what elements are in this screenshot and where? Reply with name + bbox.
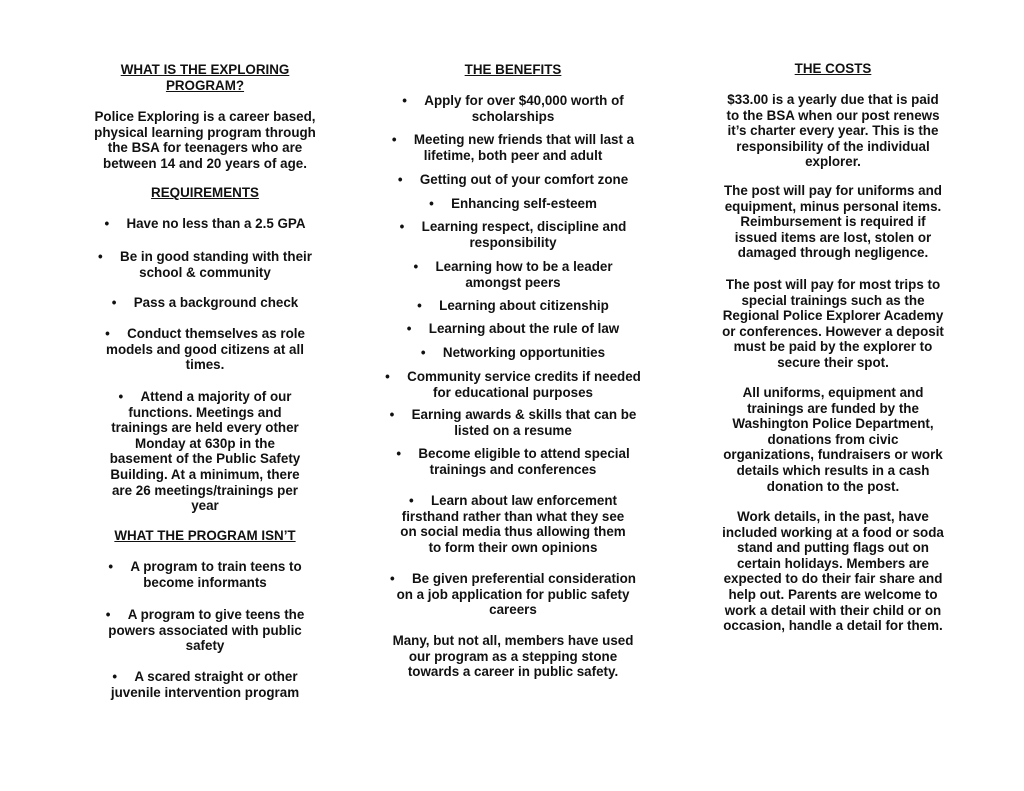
cost-paragraph: Work details, in the past, have included working at a food or soda stand and putting flags out on certain holidays. Members are expected to do their fair share and help out. Parents are welcome to work a detail with their child or on occasion, handle a detail for them. xyxy=(722,509,944,634)
bullet-icon: • xyxy=(396,446,402,461)
bullet-icon: • xyxy=(105,607,111,622)
requirement-item xyxy=(75,249,335,280)
item-text: A program to give teens the powers associated with public safety xyxy=(108,607,305,654)
item-text: A program to train teens to become informants xyxy=(130,559,302,590)
intro-paragraph: Police Exploring is a career based, physical learning program through the BSA for teenagers who are between 14 and 20 years of age. xyxy=(94,109,316,171)
cost-paragraph: All uniforms, equipment and trainings are funded by the Washington Police Department, donations from civic organizations, fundraisers or work details which results in a cash donation to the post. xyxy=(723,385,943,494)
item-text: Have no less than a 2.5 GPA xyxy=(126,216,306,231)
benefit-item xyxy=(372,172,654,188)
bullet-icon: • xyxy=(389,407,395,422)
item-text: Be given preferential consideration on a job application for public safety careers xyxy=(396,571,636,618)
bullet-icon: • xyxy=(420,345,426,360)
bullet-icon: • xyxy=(385,369,390,384)
benefit-item xyxy=(372,407,654,438)
benefit-item xyxy=(372,446,654,477)
bullet-icon: • xyxy=(417,298,422,313)
item-text: Apply for over $40,000 worth of scholarships xyxy=(424,93,624,124)
benefit-item xyxy=(372,321,654,337)
bullet-icon: • xyxy=(399,219,405,234)
bullet-icon: • xyxy=(406,321,412,336)
bullet-icon: • xyxy=(111,295,117,310)
bullet-icon: • xyxy=(390,571,395,586)
cost-paragraph: The post will pay for most trips to special trainings such as the Regional Police Explorer Academy or conferences. However a deposit must be paid by the explorer to secure their spot. xyxy=(722,277,944,370)
item-text: Enhancing self-esteem xyxy=(451,196,597,211)
benefit-item xyxy=(372,132,654,163)
benefit-item xyxy=(372,259,654,290)
benefit-item xyxy=(372,196,654,212)
item-text: Conduct themselves as role models and good citizens at all times. xyxy=(106,326,305,373)
item-text: Attend a majority of our functions. Meetings and trainings are held every other Monday at 630p in the basement of the Public Safety Building. At a minimum, there are 26 meetings/trainings per year xyxy=(109,389,301,514)
item-text: Networking opportunities xyxy=(442,345,606,360)
item-text: Learn about law enforcement firsthand rather than what they see on social media thus allowing them to form their own opinions xyxy=(400,493,626,555)
bullet-icon: • xyxy=(391,132,397,147)
bullet-icon: • xyxy=(105,326,110,341)
bullet-icon: • xyxy=(408,493,414,508)
isnt-item xyxy=(75,607,335,654)
item-text: Getting out of your comfort zone xyxy=(419,172,629,187)
requirement-item xyxy=(75,389,335,514)
section-heading: WHAT THE PROGRAM ISN’T xyxy=(114,528,296,543)
item-text: Learning about citizenship xyxy=(439,298,609,313)
closing-paragraph: Many, but not all, members have used our program as a stepping stone towards a career in public safety. xyxy=(392,633,634,680)
item-text: Learning respect, discipline and responsibility xyxy=(421,219,627,250)
item-text: Become eligible to attend special trainings and conferences xyxy=(418,446,630,477)
isnt-item xyxy=(75,559,335,590)
benefit-item xyxy=(372,345,654,361)
bullet-icon: • xyxy=(104,216,110,231)
benefit-item xyxy=(372,571,654,618)
benefit-item xyxy=(372,219,654,250)
cost-paragraph: The post will pay for uniforms and equipment, minus personal items. Reimbursement is required if issued items are lost, stolen or damaged through negligence. xyxy=(724,183,942,261)
item-text: Learning how to be a leader amongst peers xyxy=(435,259,613,290)
requirement-item xyxy=(75,295,335,311)
bullet-icon: • xyxy=(108,559,114,574)
item-text: Pass a background check xyxy=(133,295,299,310)
section-heading: THE COSTS xyxy=(794,61,872,76)
benefit-item xyxy=(372,493,654,555)
bullet-icon: • xyxy=(98,249,103,264)
cost-paragraph: $33.00 is a yearly due that is paid to the BSA when our post renews it’s charter every year. This is the responsibility of the individual explorer. xyxy=(726,92,940,170)
bullet-icon: • xyxy=(413,259,419,274)
section-heading: THE BENEFITS xyxy=(464,62,562,77)
benefit-item xyxy=(372,93,654,124)
benefit-item xyxy=(372,298,654,314)
section-heading: WHAT IS THE EXPLORING PROGRAM? xyxy=(120,62,290,93)
bullet-icon: • xyxy=(402,93,407,108)
item-text: A scared straight or other juvenile intervention program xyxy=(110,669,300,700)
bullet-icon: • xyxy=(429,196,434,211)
item-text: Be in good standing with their school & community xyxy=(120,249,312,280)
isnt-item xyxy=(75,669,335,700)
bullet-icon: • xyxy=(118,389,124,404)
item-text: Learning about the rule of law xyxy=(428,321,620,336)
item-text: Community service credits if needed for educational purposes xyxy=(407,369,641,400)
bullet-icon: • xyxy=(112,669,118,684)
item-text: Earning awards & skills that can be listed on a resume xyxy=(411,407,637,438)
item-text: Meeting new friends that will last a lifetime, both peer and adult xyxy=(413,132,635,163)
benefit-item xyxy=(372,369,654,400)
requirement-item xyxy=(75,326,335,373)
requirement-item xyxy=(75,216,335,232)
bullet-icon: • xyxy=(397,172,403,187)
section-heading: REQUIREMENTS xyxy=(151,185,259,200)
